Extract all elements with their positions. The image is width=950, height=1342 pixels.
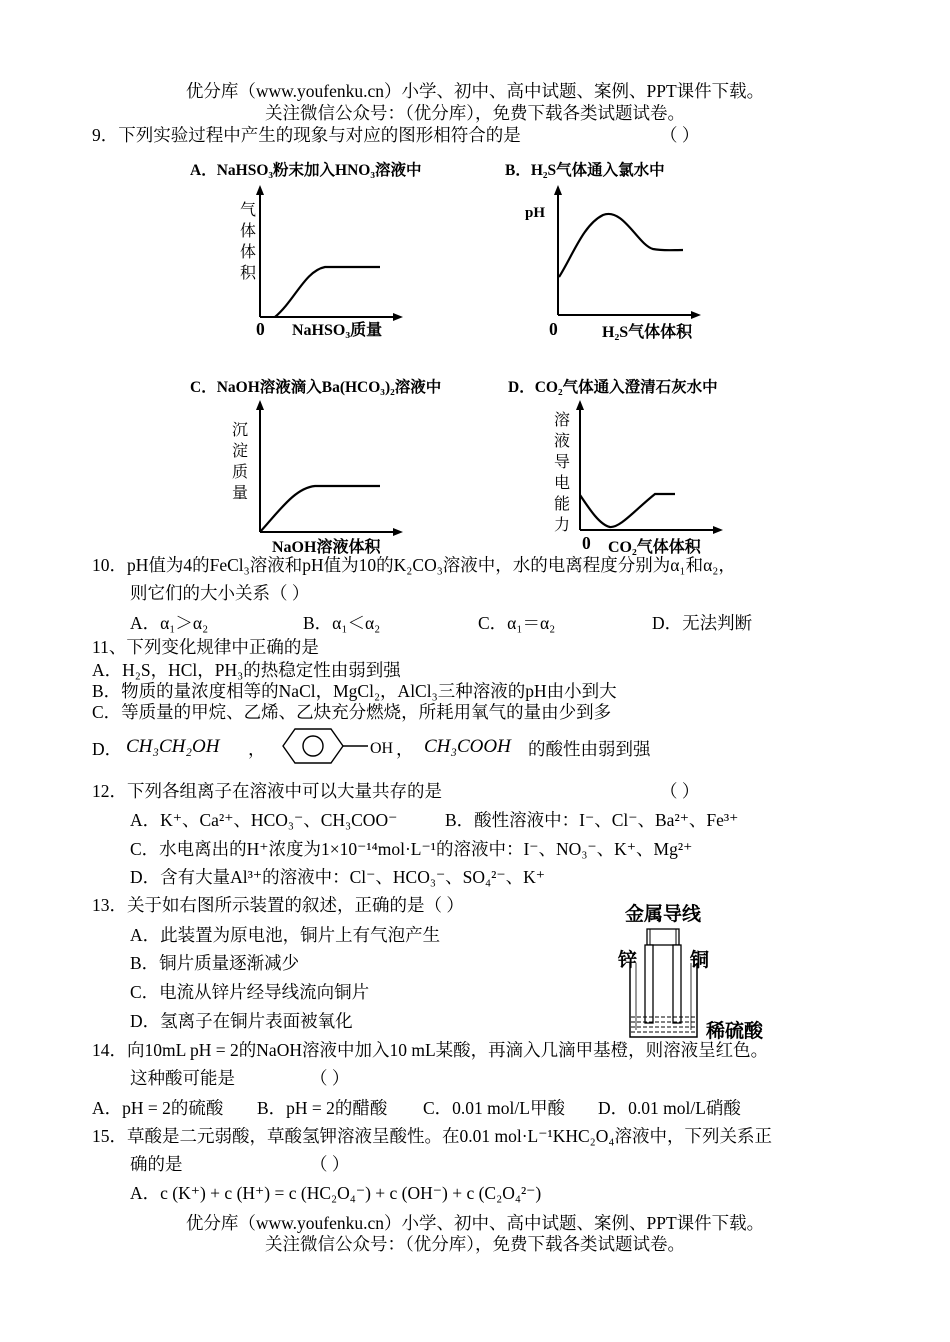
q13-galvanic-cell [625,925,705,1045]
q9-graph-b-ylabel: pH [525,205,546,221]
q11-option-a: A．H₂S，HCl，PH₃的热稳定性由弱到强 [92,660,401,680]
q11-option-b: B．物质的量浓度相等的NaCl，MgCl₂，AlCl₃三种溶液的pH由小到大 [92,681,617,701]
q9-graph-a-origin: 0 [256,319,265,339]
q9-graph-d-curve [580,494,675,527]
q10-stem-2: 则它们的大小关系（ ） [130,583,310,603]
q9-graph-b-y-arrow [554,185,562,195]
header-line-2: 关注微信公众号：（优分库），免费下载各类试题试卷。 [265,103,685,123]
q9-graph-a-ylabel: 气体体积 [239,202,256,282]
q9-graph-d-xlabel: CO₂气体体积 [608,539,701,556]
q10-option-c: C．α₁＝α₂ [478,613,556,633]
q15-stem-2: 确的是 [130,1154,183,1174]
q9-graph-c-x-arrow [393,528,403,536]
benzene-ring [283,729,343,763]
footer-line-2: 关注微信公众号：（优分库），免费下载各类试题试卷。 [265,1234,685,1254]
q14-option-a: A．pH = 2的硫酸 [92,1098,224,1118]
q9-graph-c-plot [255,400,405,540]
q13-figure-wire-label: 金属导线 [625,904,702,925]
q9-graph-d-x-arrow [713,526,723,534]
q10-option-a: A．α₁＞α₂ [130,613,209,633]
q12-answer-paren: （ ） [660,781,700,801]
q9-graph-c-caption: C．NaOH溶液滴入Ba(HCO₃)₂溶液中 [190,379,442,396]
beaker [630,963,697,1037]
q10-option-b: B．α₁＜α₂ [303,613,381,633]
q9-graph-a-x-arrow [393,313,403,321]
acid-solution [631,1017,696,1032]
q12-option-b: B．酸性溶液中：I⁻、Cl⁻、Ba²⁺、Fe³⁺ [445,810,739,830]
q13-option-b: B．铜片质量逐渐减少 [130,953,300,973]
benzene-inner-circle [303,736,323,756]
footer-line-1: 优分库（www.youfenku.cn）小学、初中、高中试题、案例、PPT课件下载。 [185,1213,765,1233]
q12-stem: 12．下列各组离子在溶液中可以大量共存的是 [92,781,442,801]
q9-graph-d-caption: D．CO₂气体通入澄清石灰水中 [508,379,718,396]
q13-figure-copper-label: 铜 [690,950,710,971]
q9-graph-b-x-arrow [691,311,701,319]
q13-figure-zinc-label: 锌 [618,950,638,971]
q14-stem-1: 14．向10mL pH = 2的NaOH溶液中加入10 mL某酸，再滴入几滴甲基橙，则溶液呈红色。 [92,1040,769,1060]
header-line-1: 优分库（www.youfenku.cn）小学、初中、高中试题、案例、PPT课件下载。 [185,81,765,101]
q9-answer-paren: （ ） [660,125,700,145]
q9-graph-c-y-arrow [256,400,264,410]
q11-option-d-prefix: D． [92,739,123,759]
q14-answer-paren: （ ） [310,1068,350,1088]
q9-graph-b-plot [553,185,703,325]
q11-option-d-suffix: 的酸性由弱到强 [528,739,651,759]
q9-graph-d-plot [575,400,725,540]
wire [647,929,679,945]
q13-option-d: D．氢离子在铜片表面被氧化 [130,1011,353,1031]
q12-option-a: A．K⁺、Ca²⁺、HCO₃⁻、CH₃COO⁻ [130,810,398,830]
q9-graph-c-ylabel: 沉淀质量 [231,422,248,502]
q9-graph-a-plot [255,185,405,325]
q15-stem-1: 15．草酸是二元弱酸，草酸氢钾溶液呈酸性。在0.01 mol·L⁻¹KHC₂O₄溶液中，下列关系正 [92,1126,773,1146]
q13-figure-acid-label: 稀硫酸 [706,1021,764,1042]
q14-option-c: C．0.01 mol/L甲酸 [423,1098,565,1118]
zinc-electrode [645,945,653,1023]
q11-option-d-acetic-acid: CH₃COOH [424,736,511,757]
q9-graph-c-curve [260,486,380,532]
q9-graph-c-xlabel: NaOH溶液体积 [272,539,381,556]
q9-graph-a-xlabel: NaHSO₃质量 [292,322,383,339]
q12-option-d: D．含有大量Al³⁺的溶液中：Cl⁻、HCO₃⁻、SO₄²⁻、K⁺ [130,867,546,887]
q11-option-d-ethanol: CH₃CH₂OH [126,736,220,757]
q14-option-b: B．pH = 2的醋酸 [257,1098,388,1118]
q9-graph-d-ylabel: 溶液导电能力 [553,412,570,534]
q13-stem: 13．关于如右图所示装置的叙述，正确的是（ ） [92,895,464,915]
q9-graph-a-y-arrow [256,185,264,195]
q15-answer-paren: （ ） [310,1154,350,1174]
q11-option-c: C．等质量的甲烷、乙烯、乙炔充分燃烧，所耗用氧气的量由少到多 [92,702,612,722]
copper-electrode [673,945,681,1023]
q10-stem-1: 10．pH值为4的FeCl₃溶液和pH值为10的K₂CO₃溶液中，水的电离程度分别为α₁和α₂， [92,555,736,575]
q9-graph-a-caption: A．NaHSO₃粉末加入HNO₃溶液中 [190,162,422,179]
q14-option-d: D．0.01 mol/L硝酸 [598,1098,741,1118]
q11-stem: 11、下列变化规律中正确的是 [92,637,319,657]
q10-option-d: D．无法判断 [652,613,753,633]
q11-option-d-sep-1: ， [248,739,266,759]
q9-graph-b-origin: 0 [549,319,558,339]
q13-option-a: A．此装置为原电池，铜片上有气泡产生 [130,925,441,945]
q9-graph-d-origin: 0 [582,533,591,553]
q9-graph-b-curve [559,214,683,277]
q11-phenol-structure [268,726,378,766]
q13-option-c: C．电流从锌片经导线流向铜片 [130,982,370,1002]
q9-graph-b-caption: B．H₂S气体通入氯水中 [505,162,665,179]
q15-option-a: A．c (K⁺) + c (H⁺) = c (HC₂O₄⁻) + c (OH⁻) + c (C₂O₄²⁻) [130,1183,542,1203]
q12-option-c: C．水电离出的H⁺浓度为1×10⁻¹⁴mol·L⁻¹的溶液中：I⁻、NO₃⁻、K⁺、Mg²⁺ [130,839,693,859]
q11-option-d-sep-2: ， [396,739,414,759]
q9-graph-a-curve [275,267,380,317]
q9-graph-d-y-arrow [576,400,584,410]
q9-stem: 9．下列实验过程中产生的现象与对应的图形相符合的是 [92,125,521,145]
q11-option-d-phenol-oh: OH [370,740,394,757]
q14-stem-2: 这种酸可能是 [130,1068,235,1088]
q9-graph-b-xlabel: H₂S气体体积 [602,324,693,341]
